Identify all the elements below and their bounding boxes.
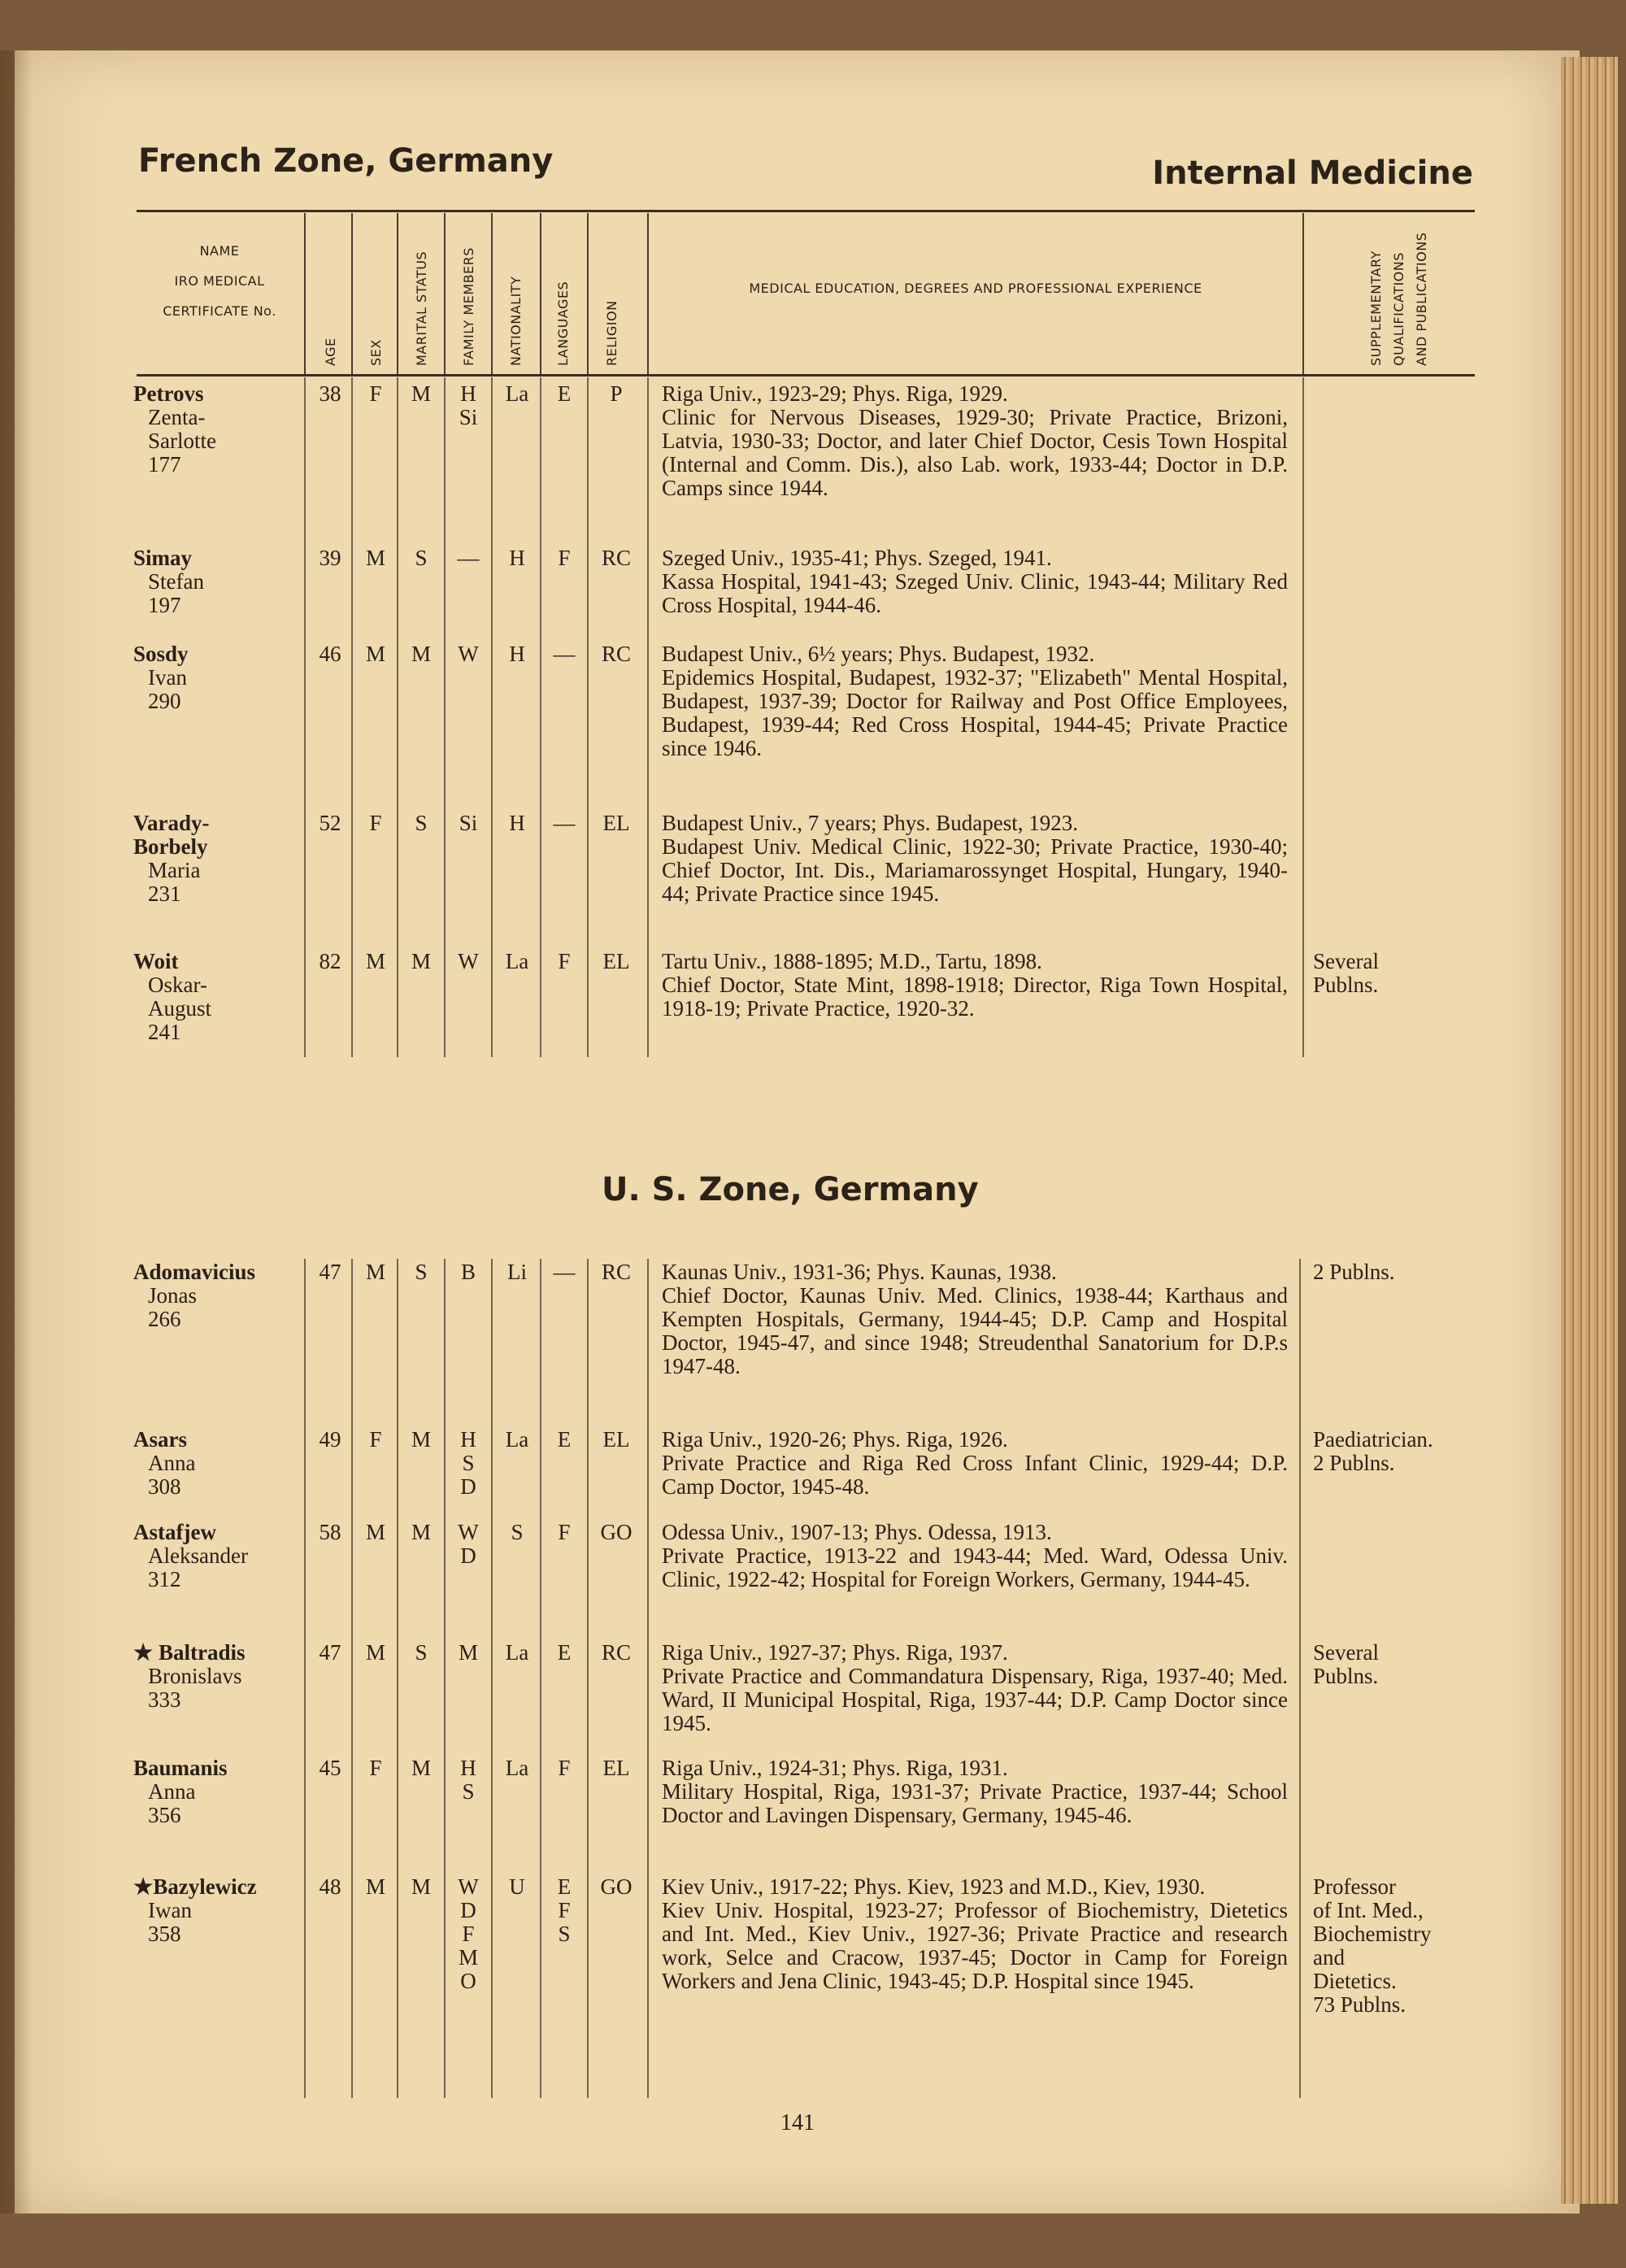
column-divider xyxy=(1302,213,1304,374)
age-cell: 38 xyxy=(319,381,341,406)
running-head-left: French Zone, Germany xyxy=(138,142,554,180)
certificate-number: 333 xyxy=(148,1687,181,1712)
education-cell: Budapest Univ., 7 years; Phys. Budapest, 1923. Budapest Univ. Medical Clinic, 1922-30; Private Practice, 1930-40; Chief Doctor, Int. Dis., Mariamarossynget Hospital, Hungary, 1940-44; Private Practice since 1945. xyxy=(662,811,1288,906)
column-divider xyxy=(304,1259,306,2098)
column-divider xyxy=(397,213,398,374)
education-cell: Kaunas Univ., 1931-36; Phys. Kaunas, 1938. Chief Doctor, Kaunas Univ. Med. Clinics, 1938-44; Karthaus and Kempten Hospitals, Germany, 1944-45; D.P. Camp and Hospital Doctor, 1945-47, and since 1948; Streudenthal Sanatorium for D.P.s 1947-48. xyxy=(662,1260,1288,1378)
nationality-cell: H xyxy=(509,546,525,570)
section-title-us-zone: U. S. Zone, Germany xyxy=(602,1171,979,1208)
languages-cell: E xyxy=(557,1427,572,1452)
surname: Simay xyxy=(133,546,193,570)
education-cell: Odessa Univ., 1907-13; Phys. Odessa, 1913. Private Practice, 1913-22 and 1943-44; Med. Ward, Odessa Univ. Clinic, 1922-42; Hospital for Foreign Workers, Germany, 1944-45. xyxy=(662,1520,1288,1591)
languages-cell: E F S xyxy=(557,1874,572,1946)
certificate-number: 358 xyxy=(148,1922,181,1946)
physician-name xyxy=(133,812,304,906)
family-cell: W D xyxy=(458,1520,479,1568)
given-name: Jonas xyxy=(148,1283,197,1308)
certificate-number: 290 xyxy=(148,689,181,713)
surname: Sosdy xyxy=(133,642,189,666)
education-cell: Kiev Univ., 1917-22; Phys. Kiev, 1923 and M.D., Kiev, 1930. Kiev Univ. Hospital, 1923-27; Professor of Biochemistry, Dietetics and Int. Med., Kiev Univ., 1927-36; Private Practice and research work, Selce and Cracow, 1937-45; Doctor in Camp for Foreign Workers and Jena Clinic, 1943-45; D.P. Hospital since 1945. xyxy=(662,1874,1288,1993)
supplementary-cell: 2 Publns. xyxy=(1313,1260,1395,1284)
sex-cell: M xyxy=(365,1640,385,1665)
sex-cell: M xyxy=(365,949,385,973)
column-divider xyxy=(647,213,649,374)
religion-cell: EL xyxy=(602,1756,630,1780)
religion-cell: RC xyxy=(601,546,632,570)
physician-name xyxy=(133,1521,304,1591)
given-name: Bronislavs xyxy=(148,1664,242,1688)
languages-cell: F xyxy=(558,949,571,973)
family-cell: W xyxy=(458,949,479,973)
age-cell: 46 xyxy=(319,642,341,666)
given-name: Oskar- August xyxy=(148,973,212,1021)
marital-cell: M xyxy=(411,1427,431,1452)
certificate-number: 356 xyxy=(148,1803,181,1827)
nationality-cell: S xyxy=(511,1520,524,1544)
column-divider xyxy=(540,1259,541,2098)
marital-cell: M xyxy=(411,381,431,406)
column-divider xyxy=(351,213,353,374)
column-divider xyxy=(444,213,446,374)
age-cell: 39 xyxy=(319,546,341,570)
languages-cell: F xyxy=(558,546,571,570)
certificate-number: 312 xyxy=(148,1567,181,1591)
nationality-cell: U xyxy=(509,1874,525,1899)
languages-cell: F xyxy=(558,1756,571,1780)
religion-cell: RC xyxy=(601,1260,632,1284)
column-divider xyxy=(587,213,589,374)
header-bottom-rule xyxy=(137,374,1475,377)
certificate-number: 177 xyxy=(148,452,181,477)
age-cell: 58 xyxy=(319,1520,341,1544)
column-divider xyxy=(647,1259,649,2098)
sex-cell: M xyxy=(365,1874,385,1899)
family-cell: — xyxy=(457,546,480,570)
column-divider xyxy=(647,377,649,1057)
family-cell: B xyxy=(460,1260,476,1284)
age-cell: 48 xyxy=(319,1874,341,1899)
marital-cell: M xyxy=(411,949,431,973)
surname: Adomavicius xyxy=(133,1260,256,1284)
physician-name xyxy=(133,1875,304,1946)
running-head-right: Internal Medicine xyxy=(1152,155,1473,192)
nationality-cell: La xyxy=(505,1640,529,1665)
certificate-number: 241 xyxy=(148,1020,181,1044)
physician-name xyxy=(133,546,304,617)
given-name: Aleksander xyxy=(148,1543,248,1568)
surname: Petrovs xyxy=(133,381,204,406)
given-name: Stefan xyxy=(148,569,204,594)
marital-cell: M xyxy=(411,1756,431,1780)
marital-cell: S xyxy=(415,811,428,835)
column-divider xyxy=(491,213,493,374)
religion-cell: EL xyxy=(602,1427,630,1452)
languages-cell: E xyxy=(557,1640,572,1665)
surname: ★Bazylewicz xyxy=(133,1874,257,1899)
sex-cell: M xyxy=(365,1520,385,1544)
column-header-sex: SEX xyxy=(368,339,384,366)
nationality-cell: La xyxy=(505,381,529,406)
sex-cell: M xyxy=(365,1260,385,1284)
page-number: 141 xyxy=(780,2110,815,2135)
given-name: Ivan xyxy=(148,665,187,690)
education-cell: Riga Univ., 1927-37; Phys. Riga, 1937. Private Practice and Commandatura Dispensary, Riga, 1937-40; Med. Ward, II Municipal Hospital, Riga, 1937-44; D.P. Camp Doctor since 1945. xyxy=(662,1640,1288,1735)
header-rule xyxy=(137,210,1475,212)
given-name: Iwan xyxy=(148,1898,192,1922)
sex-cell: M xyxy=(365,546,385,570)
surname: Varady- Borbely xyxy=(133,811,210,859)
religion-cell: GO xyxy=(600,1874,633,1899)
nationality-cell: La xyxy=(505,949,529,973)
surname: Asars xyxy=(133,1427,187,1452)
education-cell: Riga Univ., 1924-31; Phys. Riga, 1931. Military Hospital, Riga, 1931-37; Private Practice, 1937-44; School Doctor and Lavingen Dispensary, Germany, 1945-46. xyxy=(662,1756,1288,1827)
column-divider xyxy=(1299,1259,1301,2098)
column-divider xyxy=(1302,377,1304,1057)
column-header-medical: MEDICAL EDUCATION, DEGREES AND PROFESSIONAL EXPERIENCE xyxy=(749,281,1202,296)
surname: ★ Baltradis xyxy=(133,1640,246,1665)
family-cell: W D F M O xyxy=(458,1874,479,1993)
given-name: Zenta- Sarlotte xyxy=(148,405,216,453)
certificate-number: 266 xyxy=(148,1307,181,1331)
education-cell: Szeged Univ., 1935-41; Phys. Szeged, 1941. Kassa Hospital, 1941-43; Szeged Univ. Clinic, 1943-44; Military Red Cross Hospital, 1944-46. xyxy=(662,546,1288,617)
nationality-cell: H xyxy=(509,642,525,666)
family-cell: H S D xyxy=(460,1427,476,1499)
certificate-number: 308 xyxy=(148,1474,181,1499)
column-header-family: FAMILY MEMBERS xyxy=(461,247,476,366)
column-divider xyxy=(304,377,306,1057)
given-name: Anna xyxy=(148,1779,196,1804)
surname: Astafjew xyxy=(133,1520,216,1544)
religion-cell: EL xyxy=(602,811,630,835)
supplementary-cell: Several Publns. xyxy=(1313,949,1379,997)
column-header-supplementary: SUPPLEMENTARY QUALIFICATIONS AND PUBLICATIONS xyxy=(1368,232,1429,366)
marital-cell: S xyxy=(415,546,428,570)
column-header-age: AGE xyxy=(323,337,338,366)
given-name: Anna xyxy=(148,1451,196,1475)
age-cell: 47 xyxy=(319,1260,341,1284)
marital-cell: M xyxy=(411,1874,431,1899)
sex-cell: F xyxy=(369,381,382,406)
column-header-religion: RELIGION xyxy=(604,300,620,366)
family-cell: H Si xyxy=(459,381,478,429)
spine-shadow xyxy=(0,50,33,2214)
marital-cell: M xyxy=(411,1520,431,1544)
education-cell: Riga Univ., 1920-26; Phys. Riga, 1926. Private Practice and Riga Red Cross Infant Clinic, 1929-44; D.P. Camp Doctor, 1945-48. xyxy=(662,1427,1288,1499)
column-header-nationality: NATIONALITY xyxy=(508,276,524,366)
nationality-cell: H xyxy=(509,811,525,835)
languages-cell: F xyxy=(558,1520,571,1544)
surname: Baumanis xyxy=(133,1756,228,1780)
religion-cell: RC xyxy=(601,1640,632,1665)
marital-cell: S xyxy=(415,1260,428,1284)
nationality-cell: La xyxy=(505,1756,529,1780)
marital-cell: M xyxy=(411,642,431,666)
nationality-cell: Li xyxy=(507,1260,527,1284)
family-cell: W xyxy=(458,642,479,666)
column-divider xyxy=(587,1259,589,2098)
physician-name xyxy=(133,1641,304,1712)
languages-cell: — xyxy=(553,642,576,666)
family-cell: Si xyxy=(459,811,478,835)
column-divider xyxy=(351,1259,353,2098)
age-cell: 47 xyxy=(319,1640,341,1665)
religion-cell: EL xyxy=(602,949,630,973)
physician-name xyxy=(133,1428,304,1499)
column-header-marital: MARITAL STATUS xyxy=(414,250,429,366)
family-cell: H S xyxy=(460,1756,476,1804)
column-header-name: NAME IRO MEDICAL CERTIFICATE No. xyxy=(163,243,276,319)
family-cell: M xyxy=(458,1640,478,1665)
supplementary-cell: Professor of Int. Med., Biochemistry and Dietetics. 73 Publns. xyxy=(1313,1874,1432,2017)
sex-cell: F xyxy=(369,1427,382,1452)
age-cell: 52 xyxy=(319,811,341,835)
column-divider xyxy=(540,213,541,374)
certificate-number: 231 xyxy=(148,882,181,906)
religion-cell: RC xyxy=(601,642,632,666)
physician-name xyxy=(133,642,304,713)
sex-cell: M xyxy=(365,642,385,666)
page-edges xyxy=(1561,57,1618,2204)
physician-name xyxy=(133,382,304,477)
physician-name xyxy=(133,950,304,1044)
religion-cell: GO xyxy=(600,1520,633,1544)
education-cell: Riga Univ., 1923-29; Phys. Riga, 1929. Clinic for Nervous Diseases, 1929-30; Private Practice, Brizoni, Latvia, 1930-33; Doctor, and later Chief Doctor, Cesis Town Hospital (Internal and Comm. Dis.), also Lab. work, 1933-44; Doctor in D.P. Camps since 1944. xyxy=(662,381,1288,500)
languages-cell: — xyxy=(553,1260,576,1284)
languages-cell: E xyxy=(557,381,572,406)
supplementary-cell: Several Publns. xyxy=(1313,1640,1379,1688)
age-cell: 49 xyxy=(319,1427,341,1452)
surname: Woit xyxy=(133,949,179,973)
education-cell: Tartu Univ., 1888-1895; M.D., Tartu, 1898. Chief Doctor, State Mint, 1898-1918; Director, Riga Town Hospital, 1918-19; Private Practice, 1920-32. xyxy=(662,949,1288,1021)
physician-name xyxy=(133,1757,304,1827)
languages-cell: — xyxy=(553,811,576,835)
age-cell: 45 xyxy=(319,1756,341,1780)
religion-cell: P xyxy=(610,381,623,406)
certificate-number: 197 xyxy=(148,593,181,617)
sex-cell: F xyxy=(369,1756,382,1780)
age-cell: 82 xyxy=(319,949,341,973)
marital-cell: S xyxy=(415,1640,428,1665)
column-header-languages: LANGUAGES xyxy=(555,281,571,366)
column-divider xyxy=(397,1259,398,2098)
education-cell: Budapest Univ., 6½ years; Phys. Budapest, 1932. Epidemics Hospital, Budapest, 1932-37; "Elizabeth" Mental Hospital, Budapest, 1937-39; Doctor for Railway and Post Office Employees, Budapest, 1939-44; Red Cross Hospital, 1944-45; Private Practice since 1946. xyxy=(662,642,1288,760)
given-name: Maria xyxy=(148,858,201,882)
supplementary-cell: Paediatrician. 2 Publns. xyxy=(1313,1427,1433,1475)
physician-name xyxy=(133,1260,304,1331)
column-divider xyxy=(304,213,306,374)
sex-cell: F xyxy=(369,811,382,835)
nationality-cell: La xyxy=(505,1427,529,1452)
